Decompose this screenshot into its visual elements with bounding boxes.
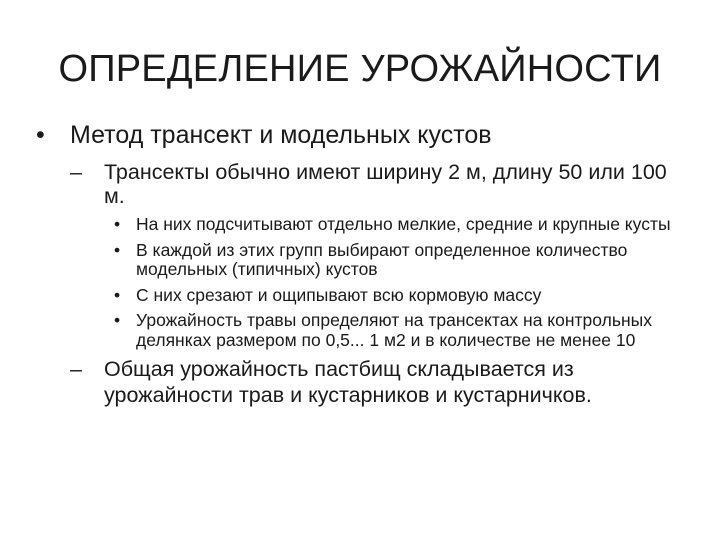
dash-bullet-icon: – [70, 357, 82, 381]
bullet-text: Урожайность травы определяют на трансектах на контрольных делянках размером по 0,5... 1 м2 и в количестве не менее 10 [136, 310, 652, 350]
bullet-dot-icon: • [114, 310, 121, 330]
bullet-text: На них подсчитывают отдельно мелкие, средние и крупные кусты [136, 214, 671, 234]
dash-bullet-icon: – [70, 160, 82, 184]
bullet-level2-item [70, 160, 676, 208]
bullet-level3-item [112, 311, 676, 350]
slide-title: ОПРЕДЕЛЕНИЕ УРОЖАЙНОСТИ [58, 48, 662, 90]
bullet-dot-icon: • [36, 121, 45, 149]
bullet-text: Общая урожайность пастбищ складывается из урожайности трав и кустарников и кустарничков. [104, 357, 592, 407]
bullet-level2-item [70, 356, 676, 408]
bullet-text: С них срезают и ощипывают всю кормовую массу [136, 284, 542, 305]
bullet-text: В каждой из этих групп выбирают определенное количество модельных (типичных) кустов [136, 239, 628, 279]
bullet-dot-icon: • [114, 239, 121, 260]
bullet-level3-item [112, 241, 676, 280]
bullet-level3-list [112, 215, 676, 350]
bullet-level1-item [36, 120, 676, 150]
bullet-level3-item [112, 286, 676, 306]
bullet-text: Метод трансект и модельных кустов [70, 121, 492, 149]
bullet-text: Трансекты обычно имеют ширину 2 м, длину 50 или 100 м. [104, 160, 667, 208]
bullet-dot-icon: • [114, 214, 121, 234]
bullet-level3-item [112, 215, 676, 235]
bullet-dot-icon: • [114, 284, 121, 305]
slide-content [36, 120, 676, 408]
